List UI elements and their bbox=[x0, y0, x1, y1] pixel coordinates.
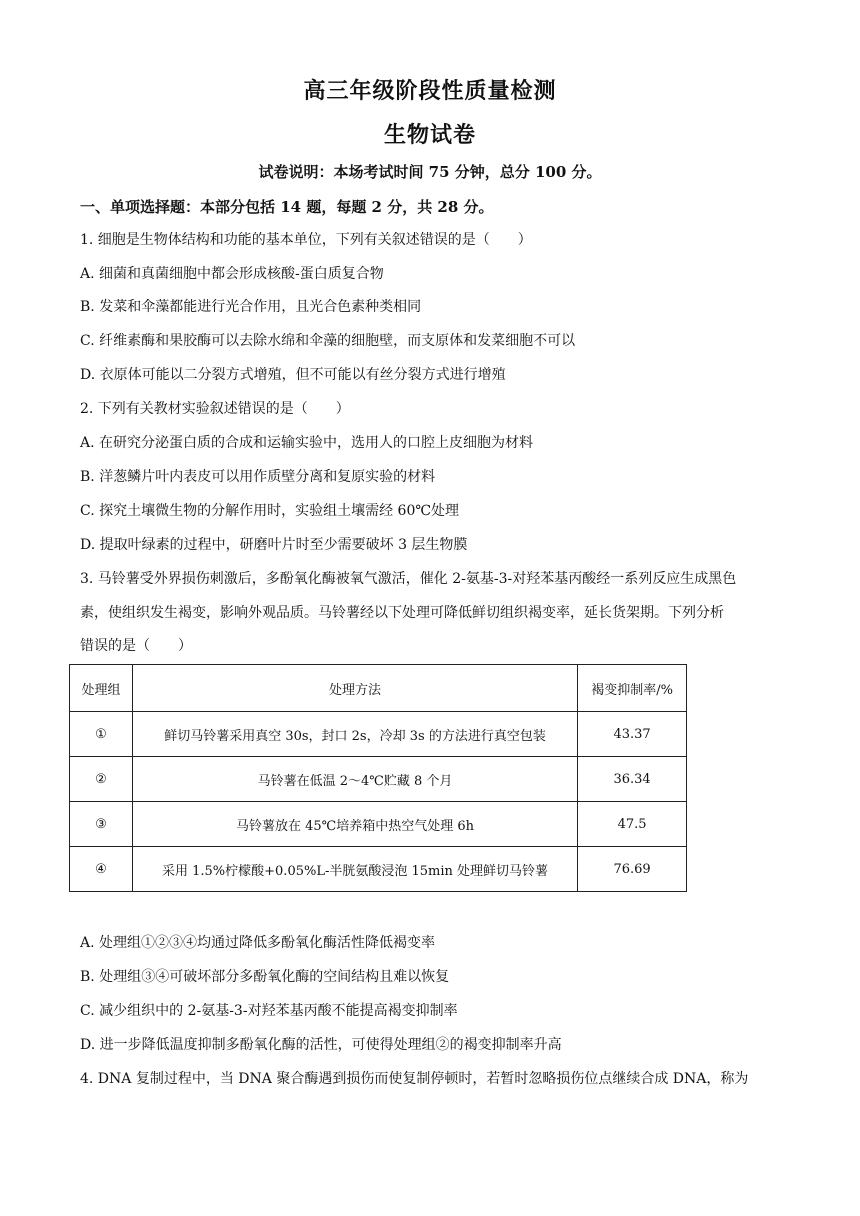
question-4-stem: 4. DNA 复制过程中，当 DNA 聚合酶遇到损伤而使复制停顿时，若暂时忽略损伤位点继续合成 DNA，称为 bbox=[80, 1071, 749, 1087]
cell-group: ① bbox=[70, 712, 133, 757]
question-1-stem: 1. 细胞是生物体结构和功能的基本单位，下列有关叙述错误的是（ ） bbox=[80, 232, 532, 248]
question-2-stem: 2. 下列有关教材实验叙述错误的是（ ） bbox=[80, 401, 350, 417]
cell-group: ③ bbox=[70, 802, 133, 847]
question-3-option-b: B. 处理组③④可破坏部分多酚氧化酶的空间结构且难以恢复 bbox=[80, 969, 450, 985]
question-1-option-c: C. 纤维素酶和果胶酶可以去除水绵和伞藻的细胞壁，而支原体和发菜细胞不可以 bbox=[80, 333, 576, 349]
question-1-option-b: B. 发菜和伞藻都能进行光合作用，且光合色素种类相同 bbox=[80, 299, 422, 315]
question-2-option-c: C. 探究土壤微生物的分解作用时，实验组土壤需经 60℃处理 bbox=[80, 503, 460, 519]
page-subtitle: 生物试卷 bbox=[383, 122, 476, 148]
header-inhibition-rate: 褐变抑制率/% bbox=[578, 665, 687, 712]
question-3-stem-line-3: 错误的是（ ） bbox=[80, 638, 192, 654]
header-method: 处理方法 bbox=[132, 665, 577, 712]
table-row bbox=[70, 712, 687, 757]
cell-rate: 76.69 bbox=[578, 847, 687, 892]
cell-method: 采用 1.5%柠檬酸+0.05%L-半胱氨酸浸泡 15min 处理鲜切马铃薯 bbox=[132, 847, 577, 892]
question-2-option-b: B. 洋葱鳞片叶内表皮可以用作质壁分离和复原实验的材料 bbox=[80, 469, 436, 485]
question-3-option-c: C. 减少组织中的 2-氨基-3-对羟苯基丙酸不能提高褐变抑制率 bbox=[80, 1003, 458, 1019]
question-2-option-a: A. 在研究分泌蛋白质的合成和运输实验中，选用人的口腔上皮细胞为材料 bbox=[80, 435, 534, 451]
section-heading: 一、单项选择题：本部分包括 14 题，每题 2 分，共 28 分。 bbox=[80, 198, 494, 216]
table-row bbox=[70, 757, 687, 802]
question-3-option-d: D. 进一步降低温度抑制多酚氧化酶的活性，可使得处理组②的褐变抑制率升高 bbox=[80, 1037, 562, 1053]
exam-instructions: 试卷说明：本场考试时间 75 分钟，总分 100 分。 bbox=[258, 163, 602, 181]
cell-group: ② bbox=[70, 757, 133, 802]
cell-rate: 43.37 bbox=[578, 712, 687, 757]
page-title: 高三年级阶段性质量检测 bbox=[303, 78, 557, 104]
question-1-option-d: D. 衣原体可能以二分裂方式增殖，但不可能以有丝分裂方式进行增殖 bbox=[80, 367, 506, 383]
question-2-option-d: D. 提取叶绿素的过程中，研磨叶片时至少需要破坏 3 层生物膜 bbox=[80, 537, 468, 553]
treatment-table bbox=[69, 664, 687, 892]
question-1-option-a: A. 细菌和真菌细胞中都会形成核酸-蛋白质复合物 bbox=[80, 266, 384, 282]
cell-method: 马铃薯放在 45℃培养箱中热空气处理 6h bbox=[132, 802, 577, 847]
cell-group: ④ bbox=[70, 847, 133, 892]
header-group: 处理组 bbox=[70, 665, 133, 712]
cell-method: 鲜切马铃薯采用真空 30s，封口 2s，冷却 3s 的方法进行真空包装 bbox=[132, 712, 577, 757]
table-row bbox=[70, 802, 687, 847]
cell-rate: 36.34 bbox=[578, 757, 687, 802]
cell-method: 马铃薯在低温 2～4℃贮藏 8 个月 bbox=[132, 757, 577, 802]
question-3-stem-line-2: 素，使组织发生褐变，影响外观品质。马铃薯经以下处理可降低鲜切组织褐变率，延长货架期。下列分析 bbox=[80, 605, 724, 621]
question-3-option-a: A. 处理组①②③④均通过降低多酚氧化酶活性降低褐变率 bbox=[80, 935, 436, 951]
table-header-row bbox=[70, 665, 687, 712]
question-3-stem-line-1: 3. 马铃薯受外界损伤刺激后，多酚氧化酶被氧气激活，催化 2-氨基-3-对羟苯基丙酸经一系列反应生成黑色 bbox=[80, 571, 737, 587]
cell-rate: 47.5 bbox=[578, 802, 687, 847]
table-row bbox=[70, 847, 687, 892]
